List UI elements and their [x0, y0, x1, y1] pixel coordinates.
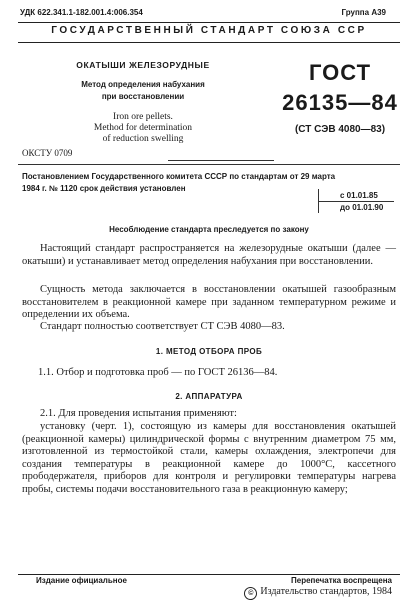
title-rule [168, 160, 274, 161]
reprint-prohibited-label: Перепечатка воспрещена [291, 576, 392, 585]
header-rule-bottom [18, 42, 400, 43]
group-code: Группа А39 [341, 8, 386, 17]
valid-from-date: с 01.01.85 [340, 191, 378, 200]
clause-2-1: 2.1. Для проведения испытания применяют: [40, 408, 237, 419]
clause-1-1: 1.1. Отбор и подготовка проб — по ГОСТ 26136—84. [38, 367, 278, 378]
paragraph-compliance: Стандарт полностью соответствует СТ СЭВ 4080—83. [40, 321, 285, 332]
copyright-icon: © [244, 587, 257, 600]
title-russian: ОКАТЫШИ ЖЕЛЕЗОРУДНЫЕ [76, 60, 210, 70]
official-edition-label: Издание официальное [36, 576, 127, 585]
paragraph-method-essence: Сущность метода заключается в восстановлении окатышей газообразным восстановителем в реакционной камере при заданном температурном режиме и определении их объема. [22, 284, 396, 320]
section-heading-apparatus: 2. АППАРАТУРА [175, 392, 243, 401]
okstu-code: ОКСТУ 0709 [22, 148, 73, 158]
title-english-line3: of reduction swelling [102, 134, 184, 144]
subtitle-russian-line2: при восстановлении [101, 92, 185, 101]
section-heading-sampling: 1. МЕТОД ОТБОРА ПРОБ [155, 347, 263, 356]
clause-2-1-body: установку (черт. 1), состоящую из камеры для восстановления окатышей (реакционной камеры) цилиндрической формы с внутренним диаметром 75 мм, изготовленной из термостойкой стали, камеры охлаждения, электропечи для создания температуры в реакционной камере до 1000°С, кассетного прободержателя, приборов для контроля и регулировки температуры нагрева пробы, системы подачи восстановительного газа в реакционную камеру; [22, 421, 396, 495]
decree-line1: Постановлением Государственного комитета СССР по стандартам от 29 марта [22, 172, 336, 181]
violation-notice: Несоблюдение стандарта преследуется по закону [109, 225, 309, 234]
publisher-line [244, 586, 392, 600]
section-divider [18, 164, 400, 165]
subtitle-russian-line1: Метод определения набухания [81, 80, 205, 89]
sev-reference: (СТ СЭВ 4080—83) [294, 124, 386, 135]
gost-number: 26135—84 [282, 90, 398, 115]
validity-rule [318, 201, 394, 202]
gost-label: ГОСТ [308, 60, 372, 85]
title-english-line2: Method for determination [93, 123, 193, 133]
header-rule-top [18, 22, 400, 23]
valid-to-date: до 01.01.90 [340, 203, 384, 212]
decree-line2: 1984 г. № 1120 срок действия установлен [22, 184, 186, 193]
paragraph-scope: Настоящий стандарт распространяется на железорудные окатыши (далее — окатыши) и устанавливает метод определения набухания при восстановлении. [22, 243, 396, 267]
udk-code: УДК 622.341.1-182.001.4:006.354 [20, 8, 143, 17]
state-standard-banner: ГОСУДАРСТВЕННЫЙ СТАНДАРТ СОЮЗА ССР [51, 25, 367, 36]
footer-rule [18, 574, 400, 575]
title-english-line1: Iron ore pellets. [113, 112, 173, 122]
publisher-name: Издательство стандартов, 1984 [260, 586, 392, 597]
